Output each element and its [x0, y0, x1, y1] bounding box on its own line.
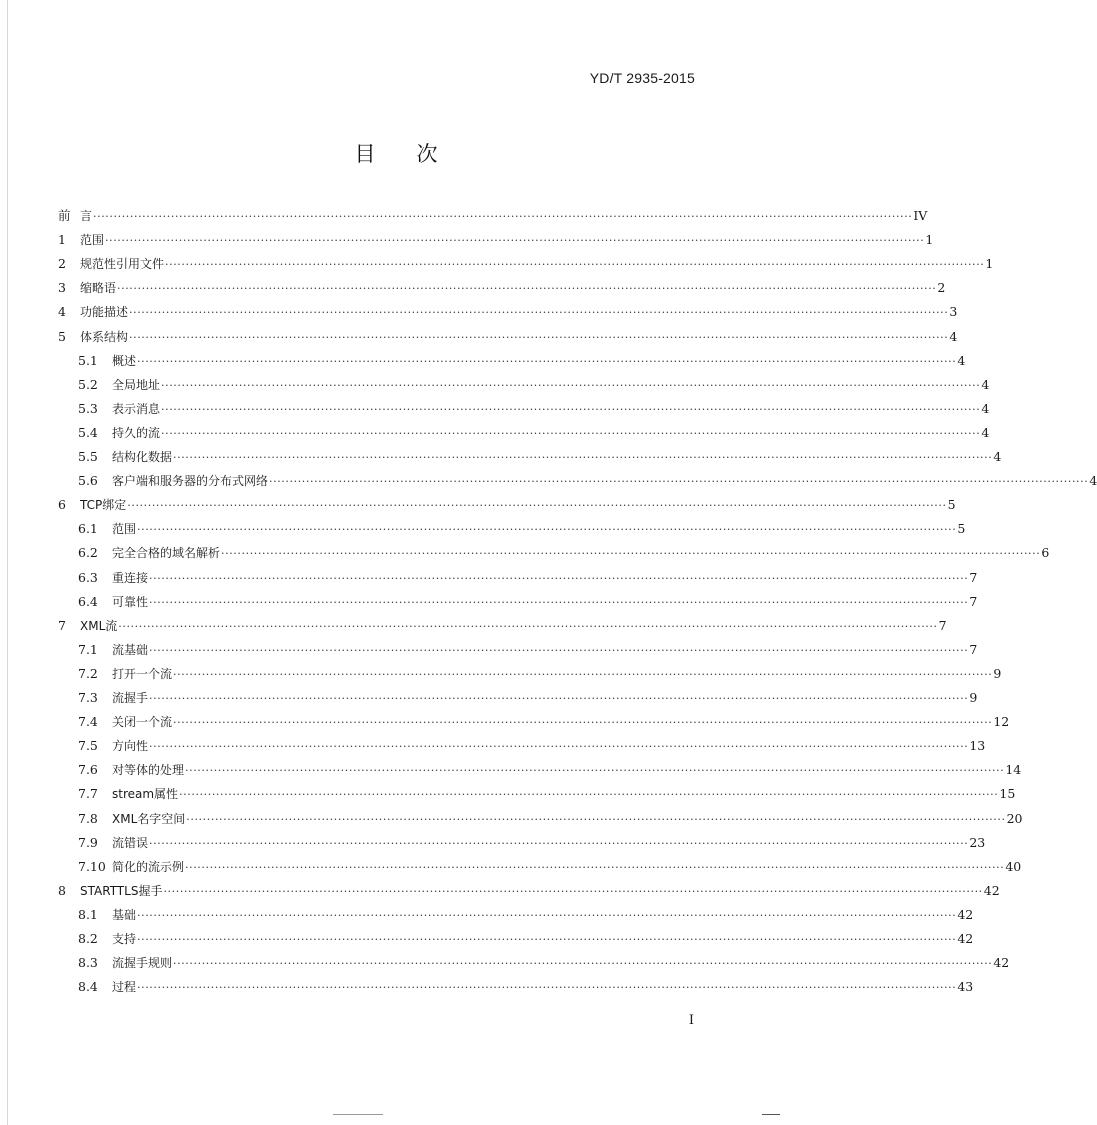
toc-entry-page: 4: [949, 328, 958, 344]
toc-entry[interactable]: [58, 493, 956, 517]
toc-entry-number: 5.3: [78, 400, 98, 416]
toc-leader-dots: ········································································································································································································: [185, 764, 1005, 778]
toc-entry[interactable]: [58, 252, 994, 276]
toc-entry-title: stream属性: [112, 787, 179, 802]
toc-entry-number: 7.6: [78, 762, 98, 778]
toc-leader-dots: ········································································································································································································: [173, 667, 993, 681]
toc-leader-dots: ········································································································································································································: [149, 643, 969, 657]
toc-entry[interactable]: [58, 879, 1000, 903]
toc-entry-page: 2: [937, 280, 946, 296]
toc-entry-number: 7.7: [78, 786, 98, 802]
toc-entry[interactable]: [58, 975, 974, 999]
toc-entry-number: 2: [58, 256, 66, 272]
toc-entry[interactable]: [58, 686, 978, 710]
toc-entry-page: 4: [981, 400, 990, 416]
toc-entry-number: 6: [58, 497, 66, 513]
toc-entry-title: XML流: [80, 618, 118, 633]
scan-edge-line: [7, 0, 8, 1125]
toc-leader-dots: ········································································································································································································: [137, 908, 957, 922]
toc-entry-page: 42: [957, 906, 974, 922]
toc-entry-number: 6.4: [78, 593, 98, 609]
toc-leader-dots: ········································································································································································································: [137, 981, 957, 995]
toc-entry-number: 5.1: [78, 352, 98, 368]
toc-leader-dots: ········································································································································································································: [129, 330, 949, 344]
toc-entry[interactable]: [58, 614, 947, 638]
toc-entry-page: 9: [969, 690, 978, 705]
toc-entry-page: 4: [993, 449, 1002, 464]
toc-entry-title: 支持: [112, 932, 137, 946]
page-title: [0, 138, 792, 168]
toc-entry-page: IV: [913, 208, 928, 223]
toc-entry-page: 14: [1005, 762, 1022, 778]
toc-entry-number: 8: [58, 882, 66, 898]
toc-entry[interactable]: [58, 831, 986, 855]
toc-entry-title: 重连接: [112, 570, 149, 585]
toc-entry-title: 功能描述: [80, 305, 129, 320]
toc-leader-dots: ········································································································································································································: [118, 619, 938, 633]
toc-entry-page: 13: [969, 738, 986, 754]
page-number: I: [688, 1013, 694, 1028]
toc-entry-title: 可靠性: [112, 594, 149, 609]
toc-leader-dots: ········································································································································································································: [185, 860, 1005, 874]
title-part-2: 次: [416, 142, 438, 166]
toc-entry-title: 简化的流示例: [112, 859, 185, 874]
toc-entry-page: 4: [957, 352, 966, 368]
toc-leader-dots: ········································································································································································································: [137, 933, 957, 946]
toc-leader-dots: ········································································································································································································: [149, 740, 969, 754]
toc-leader-dots: ········································································································································································································: [127, 499, 947, 513]
toc-entry-title: 缩略语: [80, 281, 117, 296]
toc-leader-dots: ········································································································································································································: [221, 547, 1041, 561]
toc-entry-number: 8.3: [78, 955, 98, 971]
toc-entry-title: 客户端和服务器的分布式网络: [112, 474, 269, 489]
toc-entry[interactable]: [58, 373, 990, 397]
toc-entry[interactable]: [58, 397, 990, 421]
toc-entry-number: 6.1: [78, 521, 98, 537]
toc-leader-dots: ········································································································································································································: [149, 836, 969, 850]
toc-entry-page: 7: [969, 641, 978, 657]
toc-entry[interactable]: [58, 710, 1010, 734]
toc-entry-page: 1: [925, 232, 934, 248]
toc-entry-number: 7.2: [78, 665, 98, 681]
toc-entry[interactable]: [58, 517, 966, 541]
toc-entry[interactable]: [58, 349, 966, 373]
toc-leader-dots: ········································································································································································································: [93, 210, 913, 223]
toc-entry[interactable]: [58, 590, 978, 614]
toc-entry-number: 7.5: [78, 738, 98, 754]
toc-entry-page: 15: [999, 786, 1016, 802]
toc-entry[interactable]: [58, 445, 1002, 469]
toc-entry-number: 7.3: [78, 690, 98, 705]
toc-entry-number: 7.4: [78, 714, 98, 730]
toc-entry[interactable]: [58, 807, 1023, 831]
toc-entry-number: 8.1: [78, 906, 98, 922]
toc-entry[interactable]: [58, 927, 974, 951]
toc-entry-title: 表示消息: [112, 401, 161, 416]
toc-entry-number: 7: [58, 617, 66, 633]
toc-entry[interactable]: [58, 325, 958, 349]
toc-leader-dots: ········································································································································································································: [269, 475, 1089, 489]
toc-entry[interactable]: [58, 566, 978, 590]
toc-entry-page: 9: [993, 665, 1002, 681]
toc-leader-dots: ········································································································································································································: [129, 306, 949, 320]
toc-entry-page: 3: [949, 304, 958, 320]
toc-entry-title: STARTTLS握手: [80, 883, 163, 898]
toc-entry-title: 完全合格的域名解析: [112, 546, 221, 561]
toc-entry-title: 持久的流: [112, 425, 161, 440]
toc-leader-dots: ········································································································································································································: [149, 595, 969, 609]
toc-entry-number: 5.5: [78, 449, 98, 464]
toc-leader-dots: ········································································································································································································: [173, 716, 993, 730]
toc-entry-title: 流错误: [112, 835, 149, 850]
toc-entry[interactable]: [58, 855, 1022, 879]
toc-entry-title: 范围: [80, 233, 105, 248]
toc-entry-page: 7: [938, 617, 947, 633]
toc-entry-title: XML名字空间: [112, 811, 186, 826]
toc-entry-title: 全局地址: [112, 377, 161, 392]
toc-entry-page: 4: [981, 376, 990, 392]
toc-entry[interactable]: [58, 421, 990, 445]
toc-leader-dots: ········································································································································································································: [186, 812, 1006, 826]
toc-leader-dots: ········································································································································································································: [163, 884, 983, 898]
toc-entry-title: 关闭一个流: [112, 715, 173, 730]
toc-entry-title: 对等体的处理: [112, 763, 185, 778]
toc-entry-number: 5.6: [78, 473, 98, 489]
toc-leader-dots: ········································································································································································································: [173, 451, 993, 464]
toc-entry-title: 言: [80, 209, 93, 223]
toc-entry-number: 8.4: [78, 979, 98, 995]
toc-entry-page: 20: [1006, 810, 1023, 826]
toc-entry-number: 5.2: [78, 376, 98, 392]
toc-leader-dots: ········································································································································································································: [137, 523, 957, 537]
toc-entry-number: 5.4: [78, 424, 98, 440]
toc-leader-dots: ········································································································································································································: [105, 234, 925, 248]
toc-entry[interactable]: [58, 228, 934, 252]
toc-leader-dots: ········································································································································································································: [149, 692, 969, 705]
footer-rule: [333, 1114, 383, 1115]
toc-entry-title: 规范性引用文件: [80, 257, 165, 272]
toc-entry-title: 方向性: [112, 739, 149, 754]
toc-entry-page: 5: [957, 521, 966, 537]
toc-entry-page: 42: [957, 931, 974, 946]
toc-entry-title: 基础: [112, 907, 137, 922]
toc-entry[interactable]: [58, 782, 1016, 806]
toc-entry-page: 4: [981, 424, 990, 440]
toc-leader-dots: ········································································································································································································: [173, 957, 993, 971]
toc-entry[interactable]: [58, 638, 978, 662]
toc-entry-title: TCP绑定: [80, 498, 127, 513]
toc-entry-title: 范围: [112, 522, 137, 537]
toc-entry-page: 4: [1089, 473, 1097, 489]
toc-entry-page: 12: [993, 714, 1010, 730]
standard-code: YD/T 2935-2015: [589, 70, 695, 86]
toc-entry[interactable]: [58, 903, 974, 927]
toc-entry-page: 7: [969, 593, 978, 609]
toc-entry-number: 6.3: [78, 569, 98, 585]
title-part-1: 目: [354, 142, 376, 166]
toc-entry-number: 7.9: [78, 834, 98, 850]
toc-entry-page: 7: [969, 569, 978, 585]
toc-entry[interactable]: [58, 951, 1010, 975]
toc-entry-page: 43: [957, 979, 974, 995]
toc-entry-title: 概述: [112, 353, 137, 368]
toc-entry-title: 流握手规则: [112, 956, 173, 971]
toc-entry[interactable]: [58, 469, 1097, 493]
toc-leader-dots: ········································································································································································································: [179, 788, 999, 802]
toc-leader-dots: ········································································································································································································: [149, 571, 969, 585]
toc-leader-dots: ········································································································································································································: [117, 282, 937, 296]
toc-entry-number: 5: [58, 328, 66, 344]
toc-entry-page: 42: [983, 882, 1000, 898]
toc-entry-number: 7.1: [78, 641, 98, 657]
toc-entry-number: 4: [58, 304, 66, 320]
toc-entry-number: 6.2: [78, 545, 98, 561]
toc-entry-page: 40: [1005, 858, 1022, 874]
toc-entry[interactable]: [58, 662, 1002, 686]
corner-mark: [762, 1114, 780, 1115]
toc-entry-page: 6: [1041, 545, 1050, 561]
toc-entry[interactable]: [58, 541, 1050, 565]
toc-entry-title: 结构化数据: [112, 450, 173, 464]
toc-entry-number: 1: [58, 232, 66, 248]
toc-entry-page: 42: [993, 955, 1010, 971]
toc-entry-title: 流握手: [112, 691, 149, 705]
toc-entry-number: 7.10: [78, 858, 106, 874]
toc-leader-dots: ········································································································································································································: [161, 378, 981, 392]
toc-entry-number: 3: [58, 280, 66, 296]
toc-entry[interactable]: [58, 758, 1022, 782]
toc-entry[interactable]: [58, 204, 928, 228]
toc-entry-title: 过程: [112, 980, 137, 995]
toc-entry-page: 1: [985, 256, 994, 272]
toc-entry-page: 23: [969, 834, 986, 850]
toc-entry-title: 打开一个流: [112, 666, 173, 681]
toc-entry-page: 5: [947, 497, 956, 513]
toc-entry-number: 前: [58, 208, 71, 223]
toc-entry[interactable]: [58, 276, 946, 300]
toc-entry-title: 流基础: [112, 642, 149, 657]
toc-entry[interactable]: [58, 734, 986, 758]
toc-entry[interactable]: [58, 300, 958, 324]
toc-leader-dots: ········································································································································································································: [161, 426, 981, 440]
toc-entry-number: 8.2: [78, 931, 98, 946]
toc-leader-dots: ········································································································································································································: [161, 402, 981, 416]
toc-leader-dots: ········································································································································································································: [165, 258, 985, 272]
toc-leader-dots: ········································································································································································································: [137, 354, 957, 368]
toc-entry-number: 7.8: [78, 810, 98, 826]
toc-entry-title: 体系结构: [80, 329, 129, 344]
